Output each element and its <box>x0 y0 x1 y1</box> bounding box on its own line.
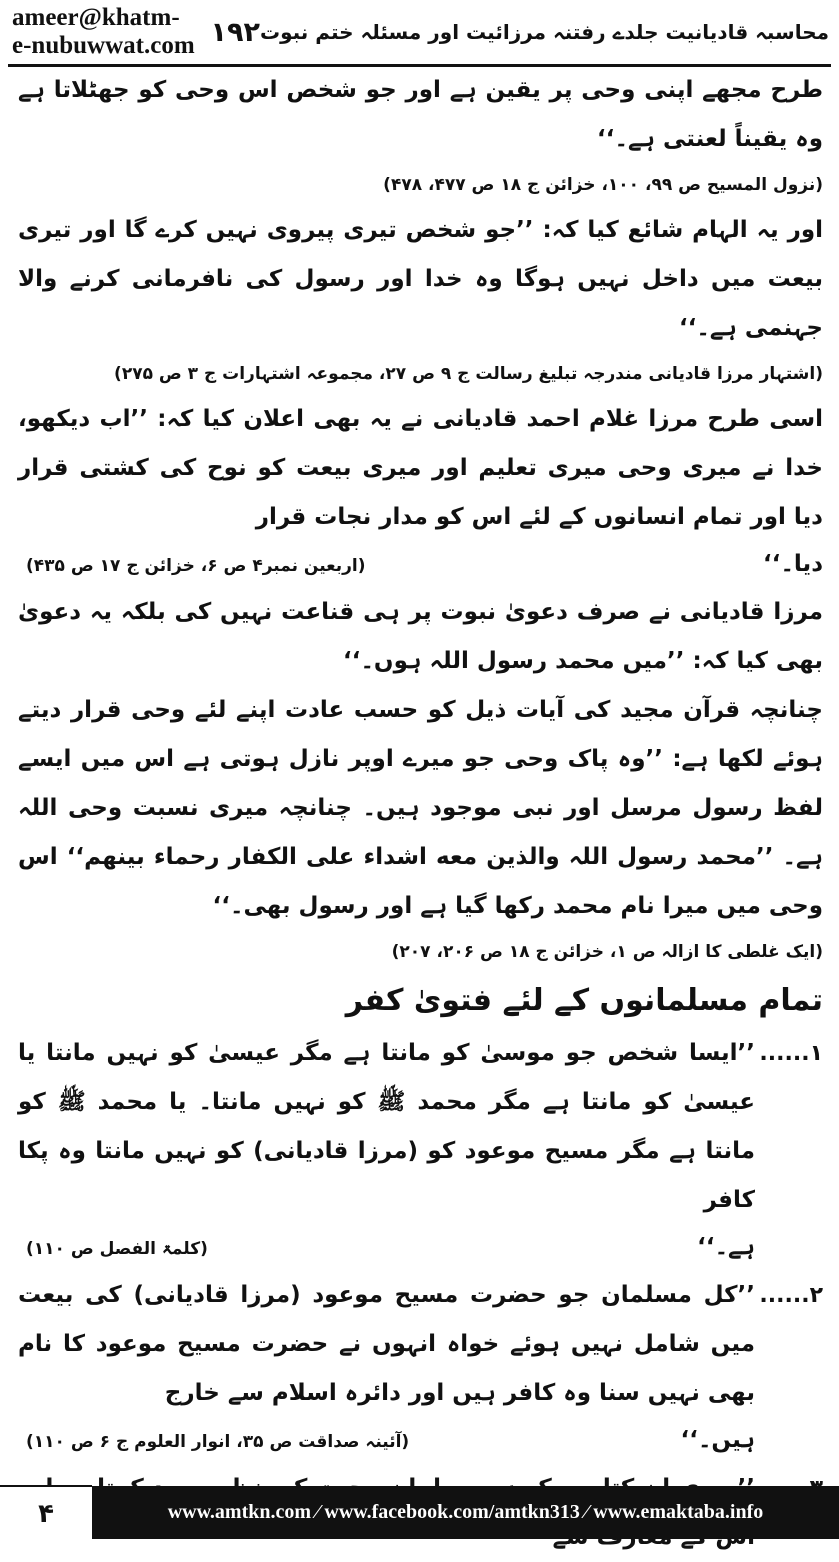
paragraph-2: اور یہ الہام شائع کیا کہ: ’’جو شخص تیری پیروی نہیں کرے گا اور تیری بیعت میں داخل نہیں ہوگا وہ خدا اور رسول کی نافرمانی کرنے والا جہنمی ہے۔‘‘ <box>18 217 823 341</box>
page-header <box>0 0 839 64</box>
list-item-end-row <box>18 1225 755 1271</box>
list-item <box>18 1029 823 1271</box>
reference-2: (اشتہار مرزا قادیانی مندرجہ تبلیغ رسالت ج ۹ ص ۲۷، مجموعہ اشتہارات ج ۳ ص ۲۷۵) <box>114 364 823 384</box>
reference-1: (نزول المسیح ص ۹۹، ۱۰۰، خزائن ج ۱۸ ص ۴۷۷، ۴۷۸) <box>383 175 823 195</box>
paragraph-3-tail: دیا۔‘‘ <box>762 551 823 577</box>
list-item <box>18 1271 823 1464</box>
footer-page-badge: ۴ <box>0 1485 92 1540</box>
list-item-number: ۱...... <box>759 1041 823 1066</box>
list-item-body <box>18 1271 755 1464</box>
section-heading: تمام مسلمانوں کے لئے فتویٰ کفر <box>345 983 823 1018</box>
list-item-reference: (آئینہ صداقت ص ۳۵، انوار العلوم ج ۶ ص ۱۱۰) <box>26 1432 410 1452</box>
reference-5: (ایک غلطی کا ازالہ ص ۱، خزائن ج ۱۸ ص ۲۰۶، ۲۰۷) <box>391 942 823 962</box>
list-item-tail: ہیں۔‘‘ <box>680 1427 755 1453</box>
list-item-text: ’’ایسا شخص جو موسیٰ کو مانتا ہے مگر عیسیٰ کو نہیں مانتا یا عیسیٰ کو مانتا ہے مگر محمد ﷺ کو نہیں مانتا۔ یا محمد ﷺ کو مانتا ہے مگر مسیح موعود کو (مرزا قادیانی) کو نہیں مانتا وہ پکا کافر <box>18 1040 755 1213</box>
list-item-tail: ہے۔‘‘ <box>697 1234 755 1260</box>
list-item-reference: (کلمۃ الفصل ص ۱۱۰) <box>26 1239 208 1259</box>
page-number: ۱۹۲ <box>210 16 260 48</box>
page-content <box>18 66 823 1562</box>
list-item-text: ’’کل مسلمان جو حضرت مسیح موعود (مرزا قادیانی) کی بیعت میں شامل نہیں ہوئے خواہ انہوں نے حضرت مسیح موعود کا نام بھی نہیں سنا وہ کافر ہیں اور دائرہ اسلام سے خارج <box>18 1282 755 1406</box>
page-footer <box>0 1486 839 1539</box>
reference-3: (اربعین نمبر۴ ص ۶، خزائن ج ۱۷ ص ۴۳۵) <box>26 556 366 576</box>
book-title: محاسبہ قادیانیت جلدے رفتنہ مرزائیت اور مسئلہ ختم نبوت <box>260 20 829 44</box>
header-left-group <box>12 4 260 60</box>
paragraph-4: مرزا قادیانی نے صرف دعویٰ نبوت پر ہی قناعت نہیں کی بلکہ یہ دعویٰ بھی کیا کہ: ’’میں محمد رسول اللہ ہوں۔‘‘ <box>18 599 823 674</box>
list-item-end-row <box>18 1418 755 1464</box>
paragraph-1: طرح مجھے اپنی وحی پر یقین ہے اور جو شخص اس وحی کو جھٹلاتا ہے وہ یقیناً لعنتی ہے۔‘‘ <box>18 77 823 152</box>
list-item-body <box>18 1029 755 1271</box>
paragraph-3-end-row <box>18 542 823 588</box>
paragraph-5: چنانچہ قرآن مجید کی آیات ذیل کو حسب عادت اپنے لئے وحی قرار دیتے ہوئے لکھا ہے: ’’وہ پاک وحی جو میرے اوپر نازل ہوتی ہے اس میں ایسے لفظ رسول مرسل اور نبی موجود ہیں۔ چنانچہ میری نسبت وحی اللہ ہے۔ ’’محمد رسول اللہ والذین معه اشداء علی الکفار رحماء بینهم‘‘ اس وحی میں میرا نام محمد رکھا گیا ہے اور رسول بھی۔‘‘ <box>18 697 823 919</box>
header-email[interactable]: ameer@khatm-e-nubuwwat.com <box>12 4 195 59</box>
paragraph-3: اسی طرح مرزا غلام احمد قادیانی نے یہ بھی اعلان کیا کہ: ’’اب دیکھو، خدا نے میری وحی میری تعلیم اور میری بیعت کو نوح کی کشتی قرار دیا اور تمام انسانوں کے لئے اس کو مدار نجات قرار <box>18 406 823 530</box>
footer-links[interactable]: www.amtkn.com ⁄ www.facebook.com/amtkn313 ⁄ www.emaktaba.info <box>167 1501 764 1523</box>
list-item-number: ۲...... <box>759 1283 823 1308</box>
